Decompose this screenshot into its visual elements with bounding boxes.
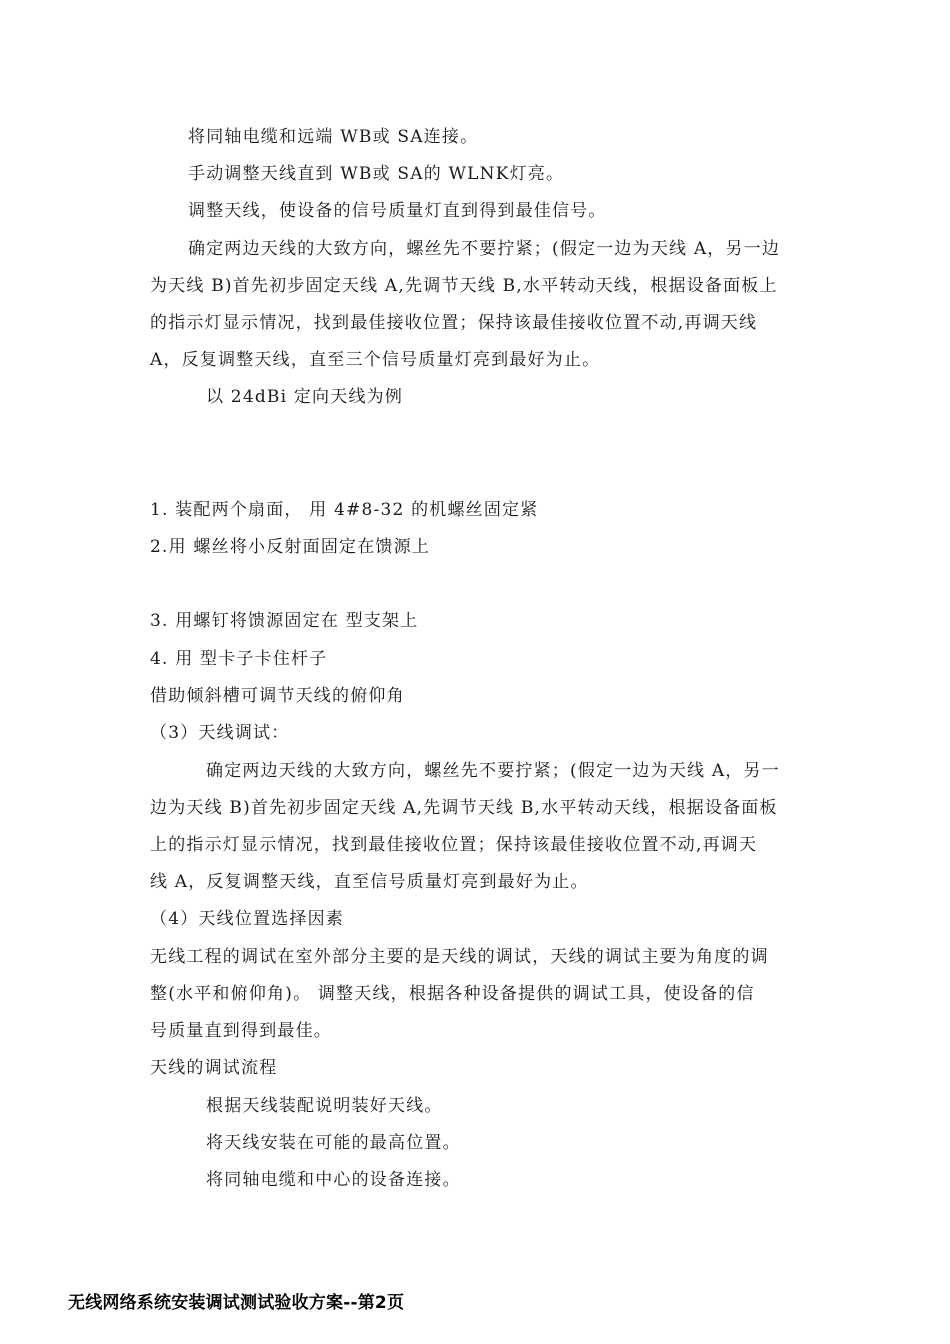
section-heading: （4）天线位置选择因素 [150, 909, 345, 929]
text-line: 边为天线 B)首先初步固定天线 A,先调节天线 B,水平转动天线，根据设备面板 [150, 798, 778, 818]
text-line: 调整天线，使设备的信号质量灯直到得到最佳信号。 [188, 201, 607, 221]
list-item: 1. 装配两个扇面， 用 4#8-32 的机螺丝固定紧 [150, 500, 539, 520]
text-line: 以 24dBi 定向天线为例 [206, 387, 404, 407]
text-line: 无线工程的调试在室外部分主要的是天线的调试，天线的调试主要为角度的调 [150, 947, 769, 967]
section-heading: （3）天线调试： [150, 723, 290, 743]
text-line: 上的指示灯显示情况，找到最佳接收位置；保持该最佳接收位置不动,再调天 [150, 835, 758, 855]
list-item: 3. 用螺钉将馈源固定在 型支架上 [150, 611, 419, 631]
text-line: 借助倾斜槽可调节天线的俯仰角 [150, 686, 405, 706]
subheading: 天线的调试流程 [150, 1058, 278, 1078]
page-footer: 无线网络系统安装调试测试验收方案--第2页 [68, 1293, 405, 1313]
text-line: 确定两边天线的大致方向，螺丝先不要拧紧；(假定一边为天线 A，另一 [206, 761, 780, 781]
text-line: 整(水平和俯仰角)。 调整天线，根据各种设备提供的调试工具，使设备的信 [150, 984, 755, 1004]
text-line: 将同轴电缆和中心的设备连接。 [206, 1170, 461, 1190]
text-line: 将同轴电缆和远端 WB或 SA连接。 [188, 127, 479, 147]
text-line: A，反复调整天线，直至三个信号质量灯亮到最好为止。 [150, 350, 601, 370]
text-line: 线 A，反复调整天线，直至信号质量灯亮到最好为止。 [150, 872, 589, 892]
text-line: 确定两边天线的大致方向，螺丝先不要拧紧；(假定一边为天线 A，另一边 [188, 239, 781, 259]
text-line: 的指示灯显示情况，找到最佳接收位置；保持该最佳接收位置不动,再调天线 [150, 313, 758, 333]
list-item: 4. 用 型卡子卡住杆子 [150, 649, 328, 669]
text-line: 手动调整天线直到 WB或 SA的 WLNK灯亮。 [188, 164, 565, 184]
text-line: 根据天线装配说明装好天线。 [206, 1096, 443, 1116]
list-item: 2.用 螺丝将小反射面固定在馈源上 [150, 537, 431, 557]
text-line: 将天线安装在可能的最高位置。 [206, 1133, 461, 1153]
text-line: 为天线 B)首先初步固定天线 A,先调节天线 B,水平转动天线，根据设备面板上 [150, 276, 778, 296]
text-line: 号质量直到得到最佳。 [150, 1021, 332, 1041]
